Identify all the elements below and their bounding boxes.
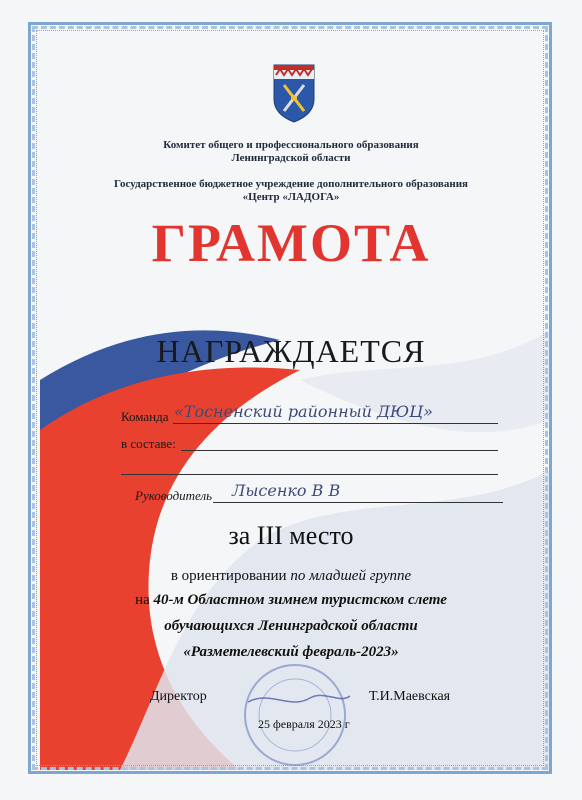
director-label: Директор xyxy=(150,689,207,704)
director-name: Т.И.Маевская xyxy=(369,689,451,704)
institution-line-1: Государственное бюджетное учреждение дополнительного образования xyxy=(114,178,468,190)
official-stamp xyxy=(230,660,360,770)
body-line-1 xyxy=(0,568,582,585)
team-label: Команда xyxy=(121,409,169,424)
body-line-2-prefix: на xyxy=(135,592,150,608)
composition-label: в составе: xyxy=(121,436,176,451)
body-line-4: «Разметелевский февраль-2023» xyxy=(183,644,399,660)
leader-value: Лысенко В В xyxy=(232,481,341,500)
team-line xyxy=(173,423,498,424)
place-awarded: за III место xyxy=(228,521,354,550)
issue-date: 25 февраля 2023 г xyxy=(258,717,350,731)
body-line-2 xyxy=(0,592,582,609)
coat-of-arms-icon xyxy=(272,63,316,123)
composition-line xyxy=(181,450,498,451)
document-title: ГРАМОТА xyxy=(151,213,431,273)
body-line-2-italic: 40-м Областном зимнем туристском слете xyxy=(153,592,447,608)
institution-line-2: «Центр «ЛАДОГА» xyxy=(242,191,340,203)
awarded-heading: НАГРАЖДАЕТСЯ xyxy=(156,333,426,369)
leader-label: Руководитель xyxy=(135,488,213,503)
body-line-1-prefix: в ориентировании xyxy=(170,568,287,584)
committee-line-2: Ленинградской области xyxy=(231,152,351,164)
leader-line xyxy=(213,502,503,503)
composition-line-2 xyxy=(121,474,498,475)
body-line-1-italic: по младшей группе xyxy=(290,568,412,584)
body-line-3: обучающихся Ленинградской области xyxy=(164,618,418,634)
team-value: «Тосненский районный ДЮЦ» xyxy=(174,402,433,421)
committee-line-1: Комитет общего и профессионального образования xyxy=(163,139,419,151)
